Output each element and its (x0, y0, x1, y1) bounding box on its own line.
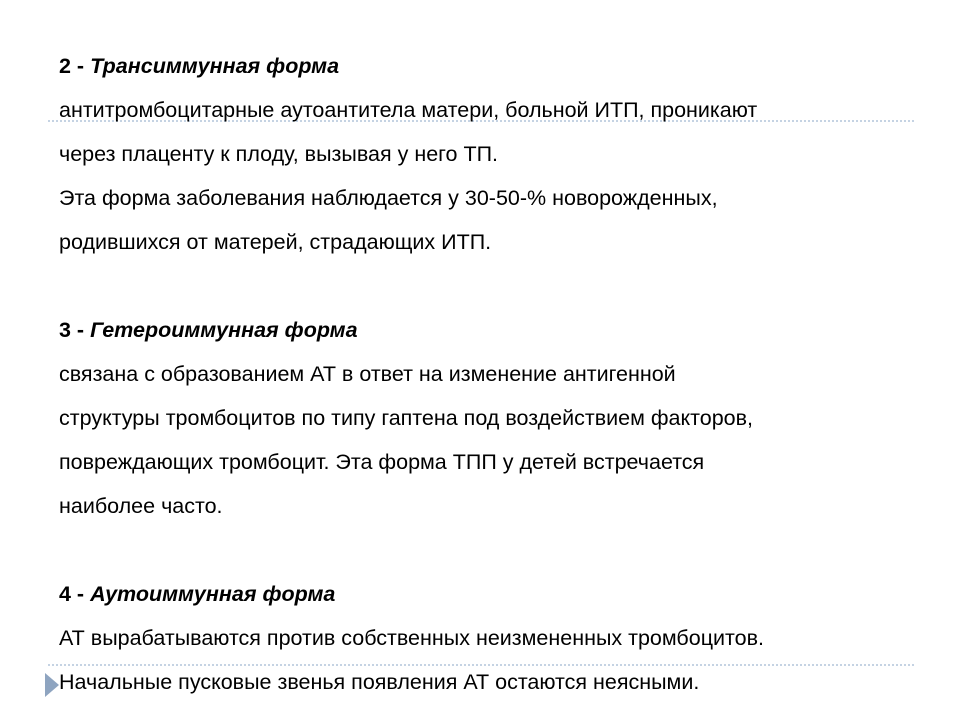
paragraph-line: повреждающих тромбоцит. Эта форма ТПП у детей встречается (59, 450, 705, 474)
section-title: Аутоиммунная форма (90, 582, 336, 606)
paragraph-line: антитромбоцитарные аутоантитела матери, больной ИТП, проникают (59, 98, 758, 122)
spacer (59, 528, 939, 572)
paragraph-line: Начальные пусковые звенья появления АТ остаются неясными. (59, 670, 700, 694)
section-number: 3 - (59, 318, 91, 342)
section-heading (59, 308, 939, 352)
paragraph-line: связана с образованием АТ в ответ на изменение антигенной (59, 362, 676, 386)
section-title: Трансиммунная форма (90, 54, 340, 78)
paragraph-line: структуры тромбоцитов по типу гаптена под воздействием факторов, (59, 406, 754, 430)
paragraph-line: Эта форма заболевания наблюдается у 30-50-% новорожденных, (59, 186, 718, 210)
section-number: 2 - (59, 54, 91, 78)
spacer (59, 264, 939, 308)
slide-body (59, 44, 939, 704)
triangle-bullet-icon (45, 673, 59, 697)
paragraph-line: через плаценту к плоду, вызывая у него ТП. (59, 142, 499, 166)
paragraph-line: наиболее часто. (59, 494, 223, 518)
paragraph-line: родившихся от матерей, страдающих ИТП. (59, 230, 492, 254)
paragraph-line: АТ вырабатываются против собственных неизмененных тромбоцитов. (59, 626, 764, 650)
section-number: 4 - (59, 582, 91, 606)
section-heading (59, 572, 939, 616)
section-heading (59, 44, 939, 88)
section-title: Гетероиммунная форма (90, 318, 358, 342)
